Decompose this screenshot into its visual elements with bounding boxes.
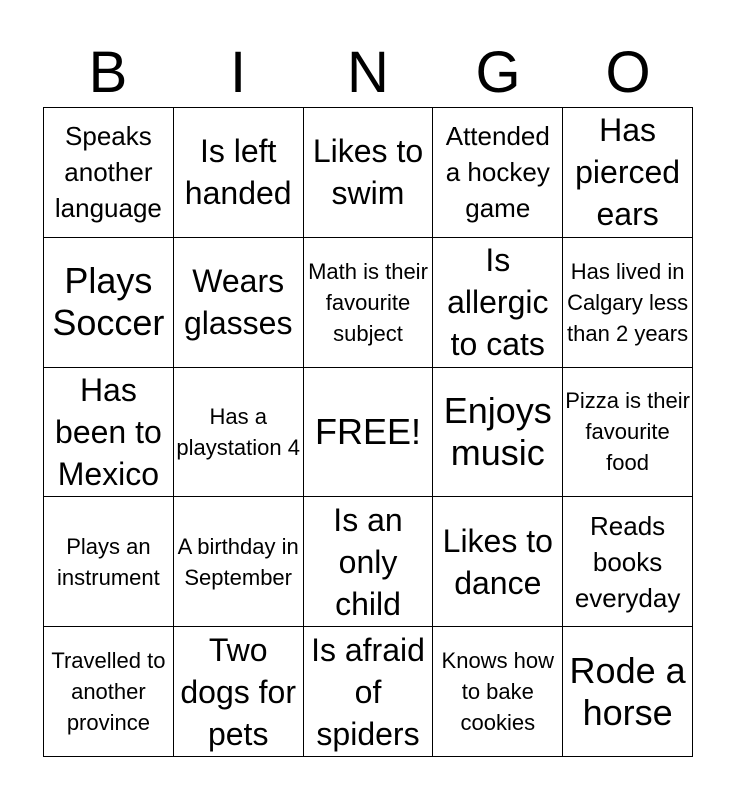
cell-text: Has lived in Calgary less than 2 years	[567, 258, 689, 346]
bingo-cell-r1c3[interactable]	[304, 108, 434, 238]
bingo-cell-r4c5[interactable]	[563, 497, 693, 627]
bingo-cell-r5c4[interactable]	[433, 627, 563, 757]
bingo-cell-r5c1[interactable]	[44, 627, 174, 757]
cell-text: Likes to dance	[442, 522, 553, 601]
cell-text: Speaks another language	[54, 121, 162, 224]
cell-text: Plays Soccer	[52, 260, 165, 344]
header-letter-o: O	[605, 40, 651, 105]
cell-text: Knows how to bake cookies	[441, 648, 555, 736]
cell-text: Pizza is their favourite food	[565, 388, 690, 476]
bingo-cell-r5c2[interactable]	[174, 627, 304, 757]
bingo-cell-r1c4[interactable]	[433, 108, 563, 238]
cell-text: Is afraid of spiders	[311, 631, 425, 752]
bingo-cell-r5c5[interactable]	[563, 627, 693, 757]
bingo-cell-r4c2[interactable]	[174, 497, 304, 627]
bingo-cell-r5c3[interactable]	[304, 627, 434, 757]
bingo-cell-r3c1[interactable]	[44, 368, 174, 498]
cell-text: Math is their favourite subject	[308, 258, 428, 346]
cell-text: A birthday in September	[177, 533, 299, 590]
bingo-cell-r3c5[interactable]	[563, 368, 693, 498]
header-letter-b: B	[88, 40, 128, 105]
cell-text: FREE!	[314, 410, 421, 452]
cell-text: Has pierced ears	[575, 112, 681, 233]
cell-text: Is allergic to cats	[447, 242, 549, 363]
cell-text: Travelled to another province	[51, 648, 166, 736]
bingo-cell-r4c4[interactable]	[433, 497, 563, 627]
cell-text: Enjoys music	[443, 389, 552, 473]
bingo-cell-r4c1[interactable]	[44, 497, 174, 627]
bingo-cell-r2c2[interactable]	[174, 238, 304, 368]
cell-text: Has a playstation 4	[176, 403, 300, 460]
bingo-cell-r1c5[interactable]	[563, 108, 693, 238]
bingo-cell-r3c4[interactable]	[433, 368, 563, 498]
bingo-cell-r4c3[interactable]	[304, 497, 434, 627]
bingo-cell-r1c1[interactable]	[44, 108, 174, 238]
bingo-cell-r2c1[interactable]	[44, 238, 174, 368]
bingo-cell-free-space[interactable]	[304, 368, 434, 498]
header-letter-i: I	[229, 40, 247, 105]
bingo-cell-r2c3[interactable]	[304, 238, 434, 368]
cell-text: Wears glasses	[183, 263, 293, 342]
header-letter-n: N	[347, 40, 389, 105]
cell-text: Is left handed	[184, 133, 292, 212]
bingo-header	[43, 40, 693, 106]
bingo-card-grid	[43, 107, 693, 757]
bingo-cell-r1c2[interactable]	[174, 108, 304, 238]
cell-text: Plays an instrument	[57, 533, 160, 590]
bingo-cell-r2c4[interactable]	[433, 238, 563, 368]
cell-text: Is an only child	[333, 501, 403, 622]
cell-text: Has been to Mexico	[55, 371, 162, 492]
bingo-cell-r2c5[interactable]	[563, 238, 693, 368]
bingo-cell-r3c2[interactable]	[174, 368, 304, 498]
cell-text: Attended a hockey game	[445, 121, 550, 224]
cell-text: Likes to swim	[312, 133, 424, 212]
header-letter-g: G	[475, 40, 521, 105]
cell-text: Reads books everyday	[574, 510, 681, 613]
cell-text: Two dogs for pets	[180, 631, 296, 752]
cell-text: Rode a horse	[569, 649, 686, 733]
